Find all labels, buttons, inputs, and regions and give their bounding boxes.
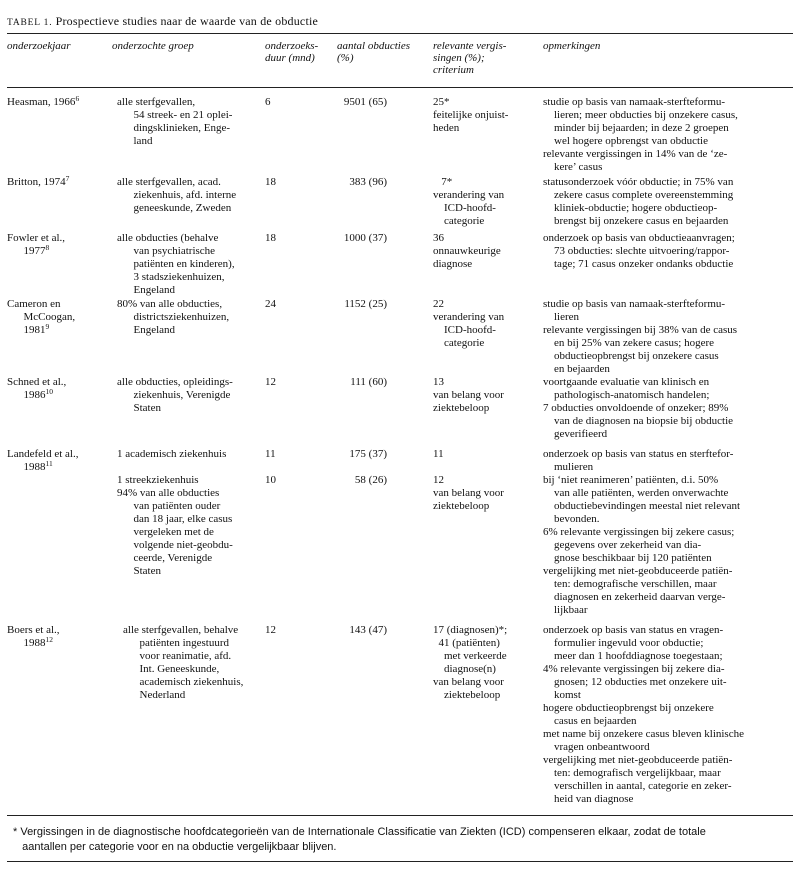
cell-errors: 22 verandering van ICD-hoofd- categorie xyxy=(433,298,505,349)
cell-remarks: onderzoek op basis van status en sterftefor- mulieren xyxy=(543,448,734,473)
cell-autopsies: 383 (96) xyxy=(349,176,387,188)
end-rule xyxy=(7,861,793,862)
reference-number: 8 xyxy=(45,243,50,252)
cell-group: alle obducties (behalve van psychiatrische patiënten en kinderen), 3 stadsziekenhuizen, Engeland xyxy=(117,232,235,296)
author-text: Cameron en McCoogan, 1981 xyxy=(7,298,76,336)
cell-remarks: voortgaande evaluatie van klinisch en pathologisch-anatomisch handelen; 7 obducties onvoldoende of onzeker; 89% van de diagnosen na biopsie bij obductie geverifieerd xyxy=(543,376,734,440)
cell-group: alle sterfgevallen, behalve patiënten ingestuurd voor reanimatie, afd. Int. Geneeskunde, academisch ziekenhuis, Nederland xyxy=(123,624,244,701)
cell-group: alle sterfgevallen, 54 streek- en 21 oplei- dingsklinieken, Enge- land xyxy=(117,96,233,147)
cell-group: 1 academisch ziekenhuis xyxy=(117,448,227,460)
cell-errors: 7* verandering van ICD-hoofd- categorie xyxy=(433,176,505,227)
cell-remarks: bij ‘niet reanimeren’ patiënten, d.i. 50% van alle patiënten, werden onverwachte obductiebevindingen meestal niet relevant bevonden. 6% relevante vergissingen bij zekere casus; gegevens over zekerheid van dia- gnose beschikbaar bij 120 patiënten vergelijking met niet-geobduceerde patiën- ten: demografische verschillen, maar diagnosen en zekerheid daarvan verge- lijkbaar xyxy=(543,474,741,616)
cell-errors: 36 onnauwkeurige diagnose xyxy=(433,232,501,270)
cell-remarks: studie op basis van namaak-sterfteformu- lieren relevante vergissingen bij 38% van de casus en bij 25% van zekere casus; hogere obductieopbrengst bij onzekere casus en bejaarden xyxy=(543,298,738,375)
top-rule xyxy=(7,33,793,34)
cell-duration: 12 xyxy=(265,624,276,636)
cell-author xyxy=(7,448,78,474)
header-errors: relevante vergis- singen (%); criterium xyxy=(433,40,507,76)
cell-autopsies: 58 (26) xyxy=(354,474,387,486)
author-text: Britton, 1974 xyxy=(7,176,66,188)
cell-duration: 24 xyxy=(265,298,276,310)
header-duration: onderzoeks- duur (mnd) xyxy=(265,40,319,64)
header-autopsies: aantal obducties (%) xyxy=(337,40,411,64)
cell-errors: 12 van belang voor ziektebeloop xyxy=(433,474,504,512)
table-title-text: Prospectieve studies naar de waarde van de obductie xyxy=(55,14,319,28)
header-group: onderzochte groep xyxy=(112,40,194,52)
cell-autopsies: 1000 (37) xyxy=(343,232,387,244)
header-remarks: opmerkingen xyxy=(543,40,601,52)
cell-author xyxy=(7,376,66,402)
cell-autopsies: 143 (47) xyxy=(349,624,387,636)
reference-number: 7 xyxy=(65,174,70,183)
cell-autopsies: 1152 (25) xyxy=(344,298,387,310)
cell-errors: 17 (diagnosen)*; 41 (patiënten) met verkeerde diagnose(n) van belang voor ziektebeloop xyxy=(433,624,508,701)
reference-number: 11 xyxy=(45,459,53,468)
reference-number: 9 xyxy=(45,322,50,331)
cell-author xyxy=(7,624,60,650)
reference-number: 10 xyxy=(45,387,53,396)
table-label: TABEL 1. xyxy=(7,18,53,28)
cell-remarks: onderzoek op basis van status en vragen- formulier ingevuld voor obductie; meer dan 1 hoofddiagnose toegestaan; 4% relevante vergissingen bij zekere dia- gnosen; 12 obducties met onzekere uit- komst hogere obductieopbrengst bij onzekere casus en bejaarden met name bij onzekere casus bleven klinische vragen onbeantwoord vergelijking met niet-geobduceerde patiën- ten: demografisch vergelijkbaar, maar verschillen in aantal, categorie en zeker- heid van diagnose xyxy=(543,624,744,805)
cell-group: 80% van alle obducties, districtsziekenhuizen, Engeland xyxy=(117,298,230,336)
cell-group: alle sterfgevallen, acad. ziekenhuis, afd. interne geneeskunde, Zweden xyxy=(117,176,237,214)
cell-errors: 13 van belang voor ziektebeloop xyxy=(433,376,504,414)
table-footnote: * Vergissingen in de diagnostische hoofdcategorieën van de Internationale Classificatie van Ziekten (ICD) compenseren elkaar, zodat de totale aantallen per categorie voor en na obductie vergelijkbaar blijven. xyxy=(13,826,706,853)
header-year: onderzoekjaar xyxy=(7,40,71,52)
cell-autopsies: 111 (60) xyxy=(350,376,387,388)
cell-duration: 18 xyxy=(265,232,276,244)
header-rule xyxy=(7,87,793,88)
cell-autopsies: 175 (37) xyxy=(349,448,387,460)
cell-author xyxy=(7,232,65,258)
cell-remarks: statusonderzoek vóór obductie; in 75% van zekere casus complete overeenstemming kliniek-obductie; hogere obductieop- brengst bij onzekere casus en bejaarden xyxy=(543,176,734,227)
cell-duration: 10 xyxy=(265,474,276,486)
author-text: Boers et al., 1988 xyxy=(7,624,60,649)
cell-errors: 11 xyxy=(433,448,444,460)
cell-author xyxy=(7,96,79,109)
cell-group: 1 streekziekenhuis 94% van alle obducties van patiënten ouder dan 18 jaar, elke casus vergeleken met de volgende niet-geobdu- ceerde, Verenigde Staten xyxy=(117,474,233,577)
cell-author xyxy=(7,176,69,189)
author-text: Heasman, 1966 xyxy=(7,96,76,108)
cell-autopsies: 9501 (65) xyxy=(343,96,387,108)
cell-remarks: studie op basis van namaak-sterfteformu- lieren; meer obducties bij onzekere casus, minder bij bejaarden; in deze 2 groepen wel hogere opbrengst van obductie relevante vergissingen in 14% van de ‘ze- kere’ casus xyxy=(543,96,738,173)
reference-number: 12 xyxy=(45,635,53,644)
bottom-rule xyxy=(7,815,793,816)
cell-author xyxy=(7,298,75,337)
cell-remarks: onderzoek op basis van obductieaanvragen; 73 obducties: slechte uitvoering/rappor- tage; 71 casus onzeker ondanks obductie xyxy=(543,232,735,270)
cell-group: alle obducties, opleidings- ziekenhuis, Verenigde Staten xyxy=(117,376,233,414)
table-title xyxy=(7,14,318,29)
cell-duration: 11 xyxy=(265,448,276,460)
cell-duration: 18 xyxy=(265,176,276,188)
author-text: Landefeld et al., 1988 xyxy=(7,448,79,473)
reference-number: 6 xyxy=(75,94,80,103)
cell-duration: 6 xyxy=(265,96,271,108)
cell-duration: 12 xyxy=(265,376,276,388)
author-text: Fowler et al., 1977 xyxy=(7,232,66,257)
author-text: Schned et al., 1986 xyxy=(7,376,67,401)
table-page xyxy=(7,0,795,874)
cell-errors: 25* feitelijke onjuist- heden xyxy=(433,96,509,134)
